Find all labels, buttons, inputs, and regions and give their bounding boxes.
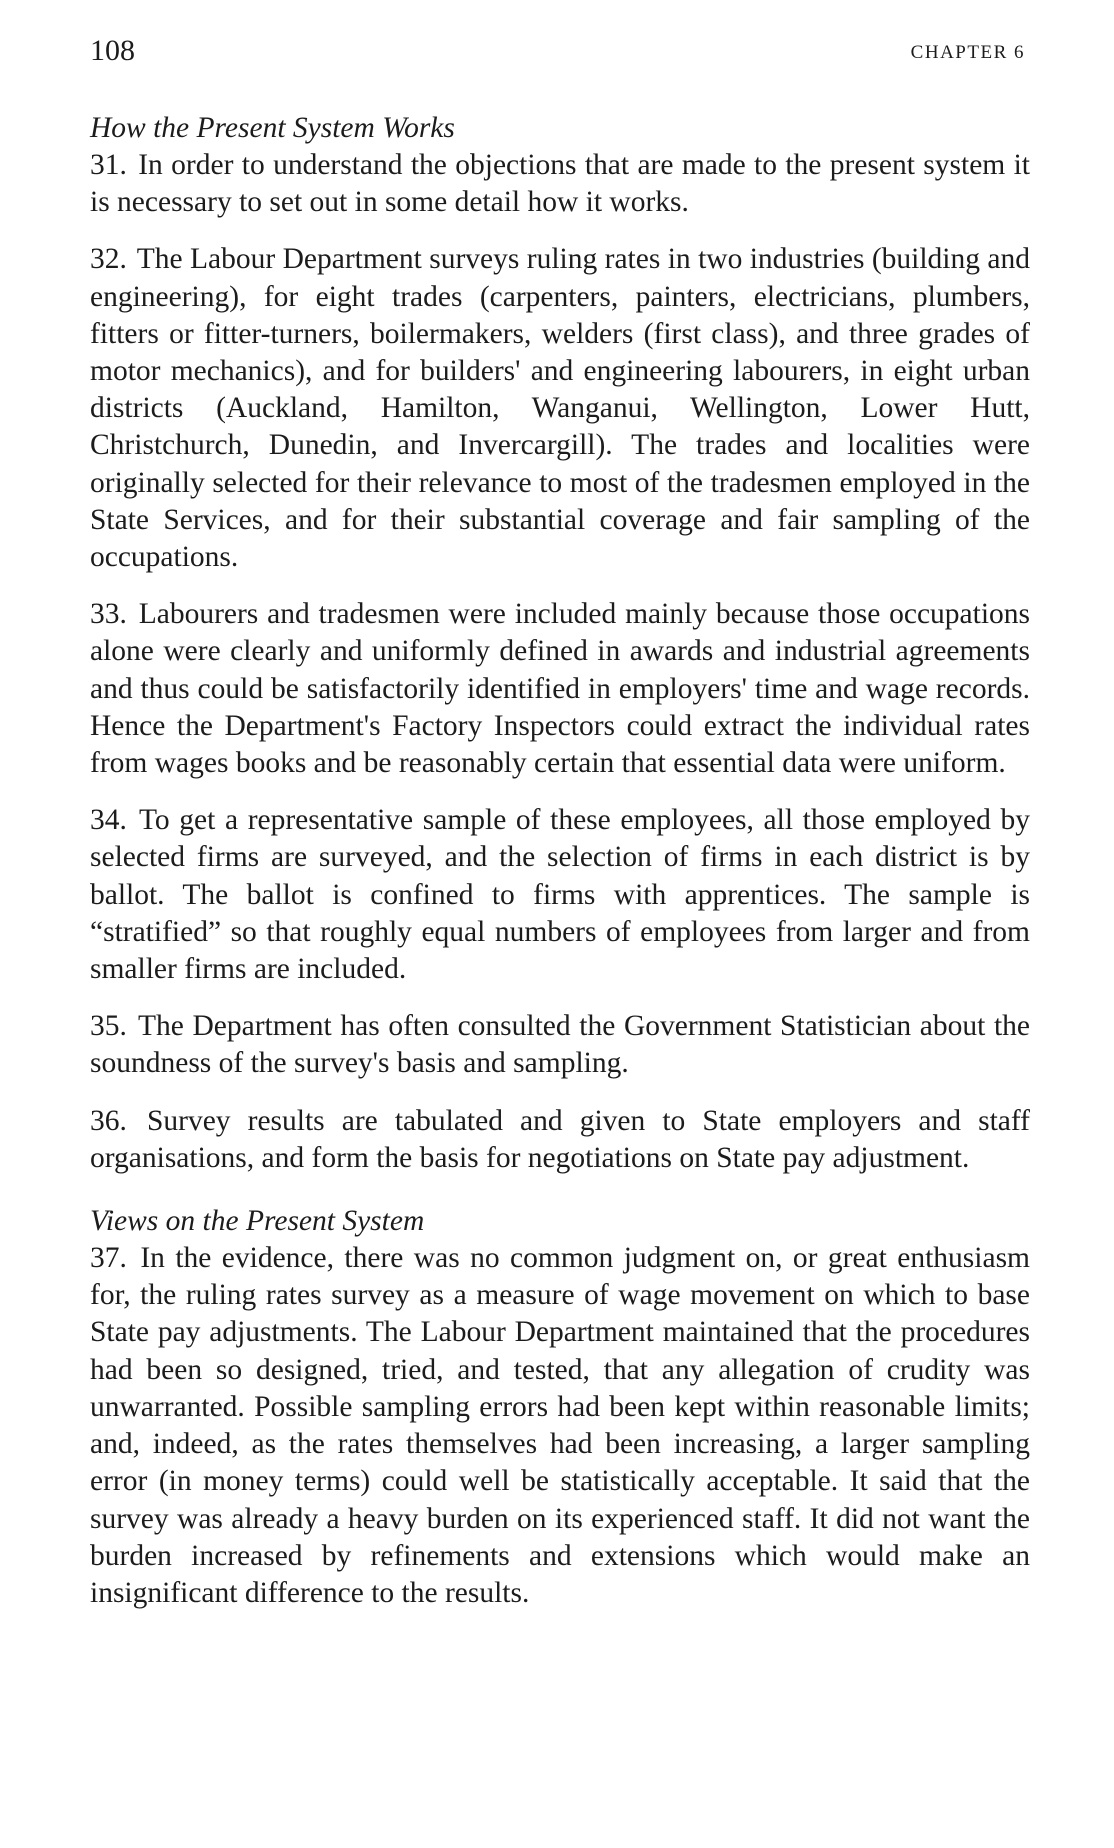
paragraph-number: 33. (90, 598, 127, 631)
paragraph-text: The Labour Department surveys ruling rates in two industries (building and engineering), for eight trades (carpenters, painters, electricians, plumbers, fitters or fitter-turners, boilermakers, welders (first class), and three grades of motor mechanics), and for builders' and engineering labourers, in eight urban districts (Auckland, Hamilton, Wanganui, Wellington, Lower Hutt, Christchurch, Dunedin, and Invercargill). The trades and localities were originally selected for their relevance to most of the tradesmen employed in the State Services, and for their substantial coverage and fair sampling of the occupations. (90, 243, 1031, 574)
running-head: CHAPTER 6 (910, 42, 1025, 63)
paragraph-number: 32. (90, 243, 127, 276)
paragraph-number: 34. (90, 804, 127, 837)
paragraph-number: 36. (90, 1104, 127, 1137)
paragraph-text: To get a representative sample of these employees, all those employed by selected firms are surveyed, and the selection of firms in each district is by ballot. The ballot is confined to firms with apprentices. The sample is “stratified” so that roughly equal numbers of employees from larger and from smaller firms are included. (90, 804, 1030, 986)
paragraph-33 (90, 596, 1030, 782)
paragraph-34 (90, 802, 1030, 988)
paragraph-number: 31. (90, 149, 127, 181)
section-heading: Views on the Present System (90, 1205, 425, 1238)
page-number: 108 (90, 34, 135, 67)
page-header (90, 34, 1025, 74)
paragraph-text: In order to understand the objections that are made to the present system it is necessary to set out in some detail how it works. (90, 149, 1030, 219)
body-text (90, 110, 1030, 1632)
paragraph-35 (90, 1008, 1030, 1082)
paragraph-number: 35. (90, 1010, 127, 1043)
paragraph-32 (90, 241, 1030, 576)
paragraph-number: 37. (90, 1242, 127, 1275)
paragraph-36 (90, 1103, 1030, 1177)
paragraph-text: In the evidence, there was no common judgment on, or great enthusiasm for, the ruling rates survey as a measure of wage movement on which to base State pay adjustments. The Labour Department maintained that the procedures had been so designed, tried, and tested, that any allegation of crudity was unwarranted. Possible sampling errors had been kept within reasonable limits; and, indeed, as the rates themselves had been increasing, a larger sampling error (in money terms) could well be statistically acceptable. It said that the survey was already a heavy burden on its experienced staff. It did not want the burden increased by refinements and extensions which would make an insignificant difference to the results. (90, 1242, 1031, 1609)
paragraph-text: Labourers and tradesmen were included mainly because those occupations alone were clearly and uniformly defined in awards and industrial agreements and thus could be satisfactorily identified in employers' time and wage records. Hence the Department's Factory Inspectors could extract the individual rates from wages books and be reasonably certain that essential data were uniform. (90, 598, 1031, 780)
paragraph-31 (90, 147, 1030, 221)
paragraph-text: Survey results are tabulated and given to State employers and staff organisations, and form the basis for negotiations on State pay adjustment. (90, 1104, 1030, 1174)
section-heading: How the Present System Works (90, 112, 455, 144)
paragraph-text: The Department has often consulted the Government Statistician about the soundness of the survey's basis and sampling. (90, 1010, 1030, 1080)
paragraph-37 (90, 1240, 1030, 1612)
